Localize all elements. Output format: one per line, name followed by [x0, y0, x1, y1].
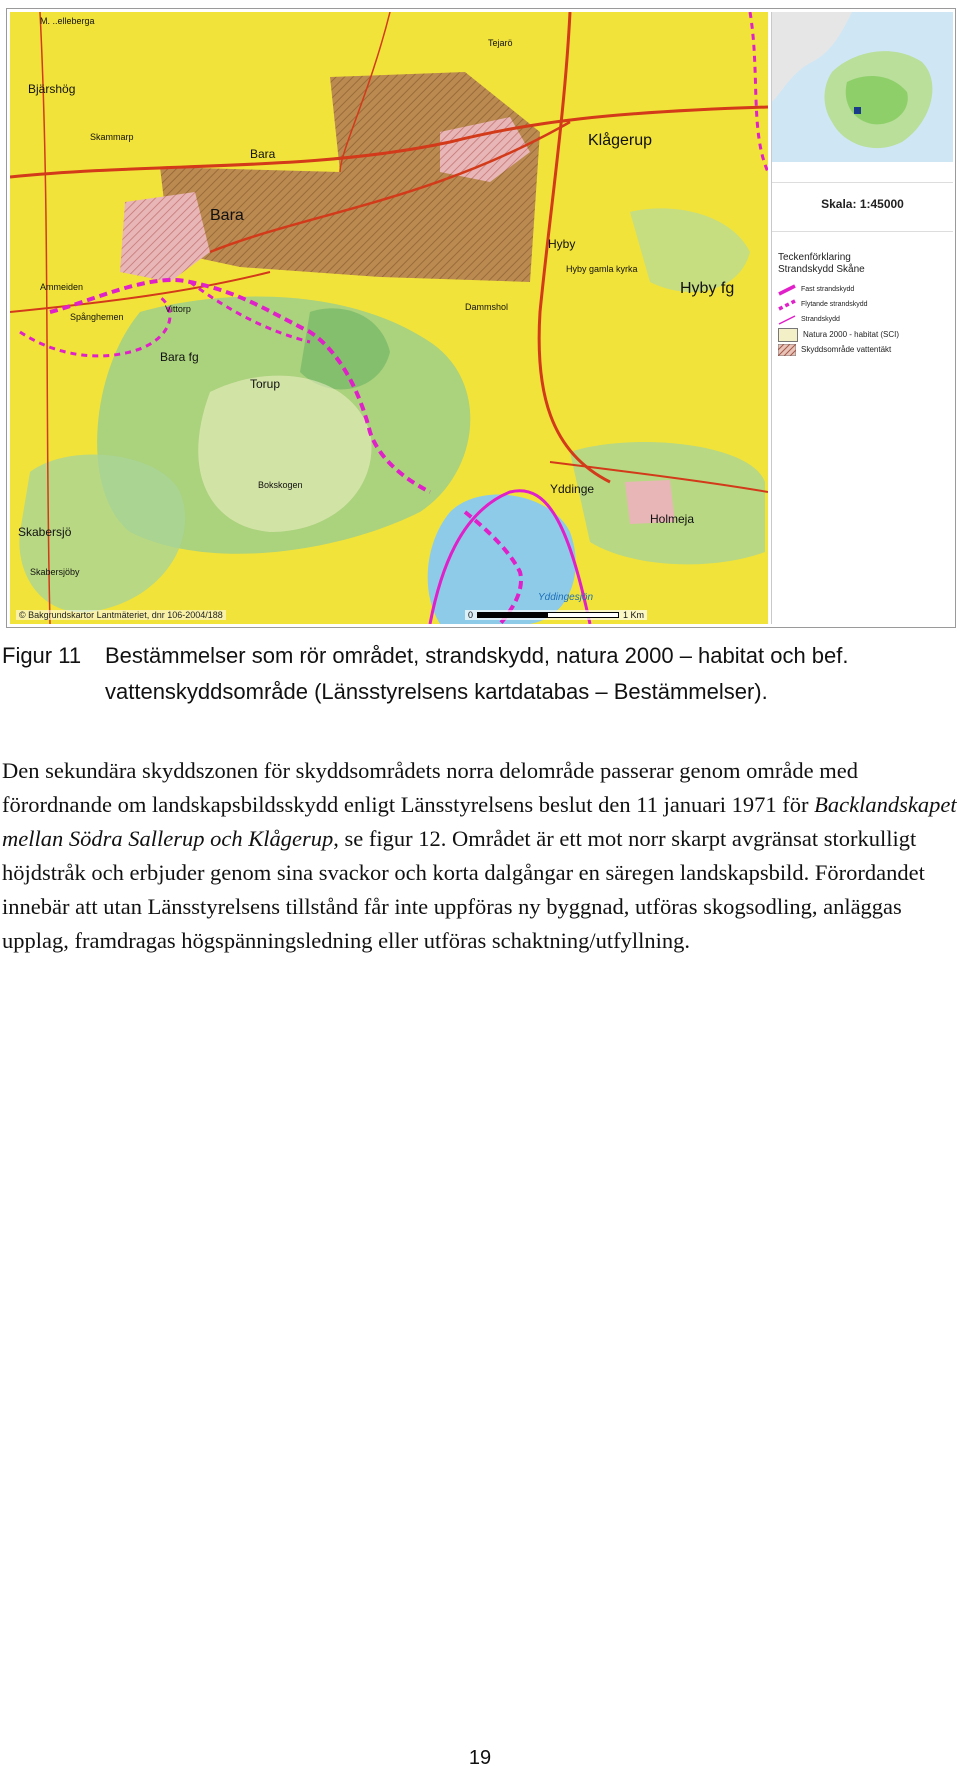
legend-subtitle: Strandskydd Skåne: [778, 264, 865, 275]
legend-label-skyddsomrade: Skyddsområde vattentäkt: [801, 345, 892, 354]
scale-label: Skala: 1:45000: [821, 197, 904, 211]
map-label-bara-small: Bara: [250, 147, 276, 161]
map-graphic: [10, 12, 768, 624]
map-label-torup: Torup: [250, 377, 281, 391]
map-credit: © Bakgrundskartor Lantmäteriet, dnr 106-2004/188: [16, 610, 226, 620]
map-label-ammeiden: Ammeiden: [40, 282, 84, 292]
scalebar-bar: [477, 612, 619, 618]
map-label-yddinge: Yddinge: [550, 482, 595, 496]
map-label-bokskogen: Bokskogen: [258, 480, 303, 490]
page-number: 19: [468, 1747, 492, 1769]
legend-item-flytande-strandskydd: [778, 297, 948, 312]
scalebar-end: 1 Km: [623, 610, 645, 620]
legend-label-fast: Fast strandskydd: [801, 286, 855, 293]
caption-text: Bestämmelser som rör området, strandskydd, natura 2000 – habitat och bef. vattenskyddsområde (Länsstyrelsens kartdatabas – Bestämmelser).: [105, 643, 849, 704]
map-label-holmeja: Holmeja: [650, 512, 695, 526]
map-label-dammsholm: Dammshol: [465, 302, 509, 312]
map-label-molleberga: M. ..elleberga: [40, 16, 95, 26]
map-image: [10, 12, 768, 624]
map-label-skabersjoby: Skabersjöby: [30, 567, 80, 577]
map-side-panel: [771, 12, 953, 624]
legend-symbol-strandskydd: [778, 314, 796, 326]
scalebar-start: 0: [468, 610, 474, 620]
map-label-spanghemen: Spånghemen: [70, 312, 124, 322]
legend-symbol-natura: [778, 328, 798, 342]
map-label-bara: Bara: [210, 207, 244, 224]
map-label-hyby: Hyby: [548, 237, 576, 251]
legend-symbol-fast: [778, 284, 796, 296]
legend-item-fast-strandskydd: [778, 282, 948, 297]
map-label-hyby-fg: Hyby fg: [680, 280, 735, 297]
legend-item-skyddsomrade: [778, 342, 948, 357]
map-label-skabersjo: Skabersjö: [18, 525, 72, 539]
map-label-vittorp: Vittorp: [165, 304, 191, 314]
map-label-yddingesjon: Yddingesjön: [538, 592, 594, 603]
map-figure: [6, 8, 956, 628]
map-label-bjarshog: Bjärshög: [28, 82, 76, 96]
legend-label-strandskydd: Strandskydd: [801, 316, 840, 323]
map-label-klagerup: Klågerup: [588, 132, 653, 149]
legend: [778, 252, 948, 357]
map-label-skammarp: Skammarp: [90, 132, 134, 142]
overview-map: [772, 12, 953, 162]
body-text-part-1: Den sekundära skyddszonen för skyddsområdets norra delområde passerar genom område med förordnande om landskapsbildsskydd enligt Länsstyrelsens beslut den 11 januari 1971 för: [2, 758, 858, 817]
overview-map-graphic: [772, 12, 953, 162]
map-label-tejaro: Tejarö: [488, 38, 513, 48]
legend-item-strandskydd: [778, 312, 948, 327]
map-scalebar: [465, 610, 647, 620]
map-label-bara-fg: Bara fg: [160, 350, 199, 364]
legend-symbol-skyddsomrade: [778, 344, 796, 356]
legend-symbol-flytande: [778, 299, 796, 311]
legend-label-natura: Natura 2000 - habitat (SCI): [803, 330, 900, 339]
legend-title: Teckenförklaring: [778, 252, 851, 263]
body-text-italic-title: Backlandskapet mellan Södra Sallerup och Klågerup: [2, 792, 957, 851]
body-paragraph: [2, 754, 957, 958]
scale-box: [772, 182, 953, 232]
body-text-part-2: , se figur 12. Området är ett mot norr skarpt avgränsat storkulligt höjdstråk och erbjuder genom sina svackor och korta dalgångar en säregen landskapsbild. Förordandet innebär att utan Länsstyrelsens tillstånd får inte uppföras ny byggnad, utföras skogsodling, anläggas upplag, framdragas högspänningsledning eller utföras schaktning/utfyllning.: [2, 826, 925, 953]
caption-label: Figur 11: [2, 643, 82, 668]
legend-label-flytande: Flytande strandskydd: [801, 301, 868, 308]
legend-item-natura: [778, 327, 948, 342]
map-label-hyby-gamla-kyrka: Hyby gamla kyrka: [566, 264, 638, 274]
